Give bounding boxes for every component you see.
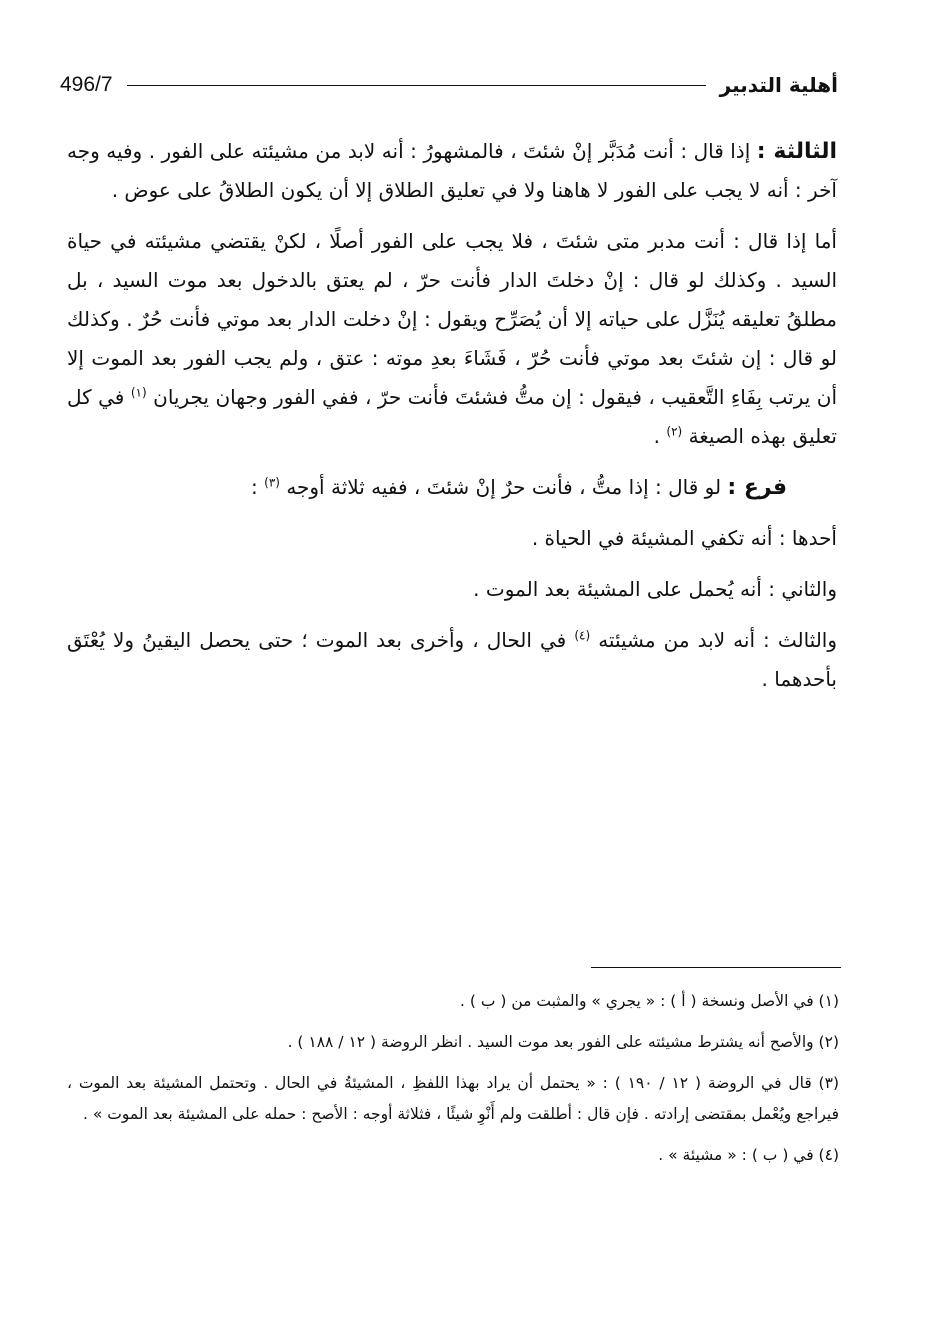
footnote-ref-2: (٢): [666, 424, 683, 439]
running-title: أهلية التدبير: [719, 73, 838, 97]
footnote-4: (٤) في ( ب ) : « مشيئة » .: [658, 1146, 839, 1164]
paragraph-text: والثالث : أنه لابد من مشيئته: [598, 628, 838, 652]
paragraph-lead: الثالثة :: [756, 139, 837, 164]
paragraph-third-view: [67, 621, 837, 699]
paragraph-text: والثاني : أنه يُحمل على المشيئة بعد الموت .: [473, 577, 837, 601]
footnotes: [67, 986, 839, 1181]
footnote-separator: [591, 967, 841, 968]
header-rule: [127, 85, 706, 86]
footnote-ref-3: (٣): [264, 475, 280, 490]
page-number: 496/7: [60, 73, 113, 96]
footnote-1: (١) في الأصل ونسخة ( أ ) : « يجري » والمثبت من ( ب ) .: [460, 992, 839, 1010]
paragraph-first-view: [67, 519, 837, 558]
paragraph-text: .: [653, 424, 661, 448]
paragraph-lead: فرع :: [727, 475, 787, 500]
paragraph-branch: [67, 468, 837, 507]
paragraph-text: في كل تعليق بهذه الصيغة: [67, 385, 837, 448]
footnote-3: (٣) قال في الروضة ( ١٢ / ١٩٠ ) : « يحتمل أن يراد بهذا اللفظِ ، المشيئةُ في الحال . وتحتمل المشيئة بعد الموت ، فيراجع ويُعْمل بمقتضى إرادته . فإن قال : أطلقت ولم أَنْوِ شيئًا ، فثلاثة أوجه : الأصح : حمله على المشيئة بعد الموت » .: [67, 1074, 839, 1123]
paragraph-second-view: [67, 570, 837, 609]
page-header: [60, 68, 838, 102]
paragraph-text: أما إذا قال : أنت مدبر متى شئتَ ، فلا يجب على الفور أصلًا ، لكنْ يقتضي مشيئته في حياة السيد . وكذلك لو قال : إنْ دخلتَ الدار فأنت حرّ ، لم يعتق بالدخول بعد موت السيد ، بل مطلقُ تعليقه يُنَزَّل على حياته إلا أن يُصَرِّح ويقول : إنْ دخلت الدار بعد موتي فأنت حُرٌ . وكذلك لو قال : إن شئتَ بعد موتي فأنت حُرّ ، فَشَاءَ بعدِ موته : عتق ، ولم يجب الفور بعد الموت إلا أن يرتب بِفَاءِ التَّعقيب ، فيقول : إن متُّ فشئتَ فأنت حرّ ، ففي الفور وجهان يجريان: [67, 229, 838, 409]
footnote-2: (٢) والأصح أنه يشترط مشيئته على الفور بعد موت السيد . انظر الروضة ( ١٢ / ١٨٨ ) .: [287, 1033, 839, 1051]
footnote-ref-4: (٤): [574, 628, 591, 643]
paragraph-text: لو قال : إذا متُّ ، فأنت حرٌ إنْ شئتَ ، ففيه ثلاثة أوجه: [286, 475, 722, 499]
paragraph-text: في الحال ، وأخرى بعد الموت ؛ حتى يحصل اليقينُ ولا يُعْتَق بأحدهما .: [67, 628, 837, 691]
paragraph-text: أحدها : أنه تكفي المشيئة في الحياة .: [531, 526, 837, 550]
paragraph-time-condition: [67, 222, 837, 456]
paragraph-text: :: [251, 475, 258, 499]
main-text: [67, 132, 837, 699]
footnote-ref-1: (١): [130, 385, 147, 400]
paragraph-third-case: [67, 132, 837, 210]
paragraph-text: إذا قال : أنت مُدَبَّر إنْ شئتَ ، فالمشهورُ : أنه لابد من مشيئته على الفور . وفيه وجه آخر : أنه لا يجب على الفور لا هاهنا ولا في تعليق الطلاق إلا أن يكون الطلاقُ على عوض .: [67, 139, 837, 202]
